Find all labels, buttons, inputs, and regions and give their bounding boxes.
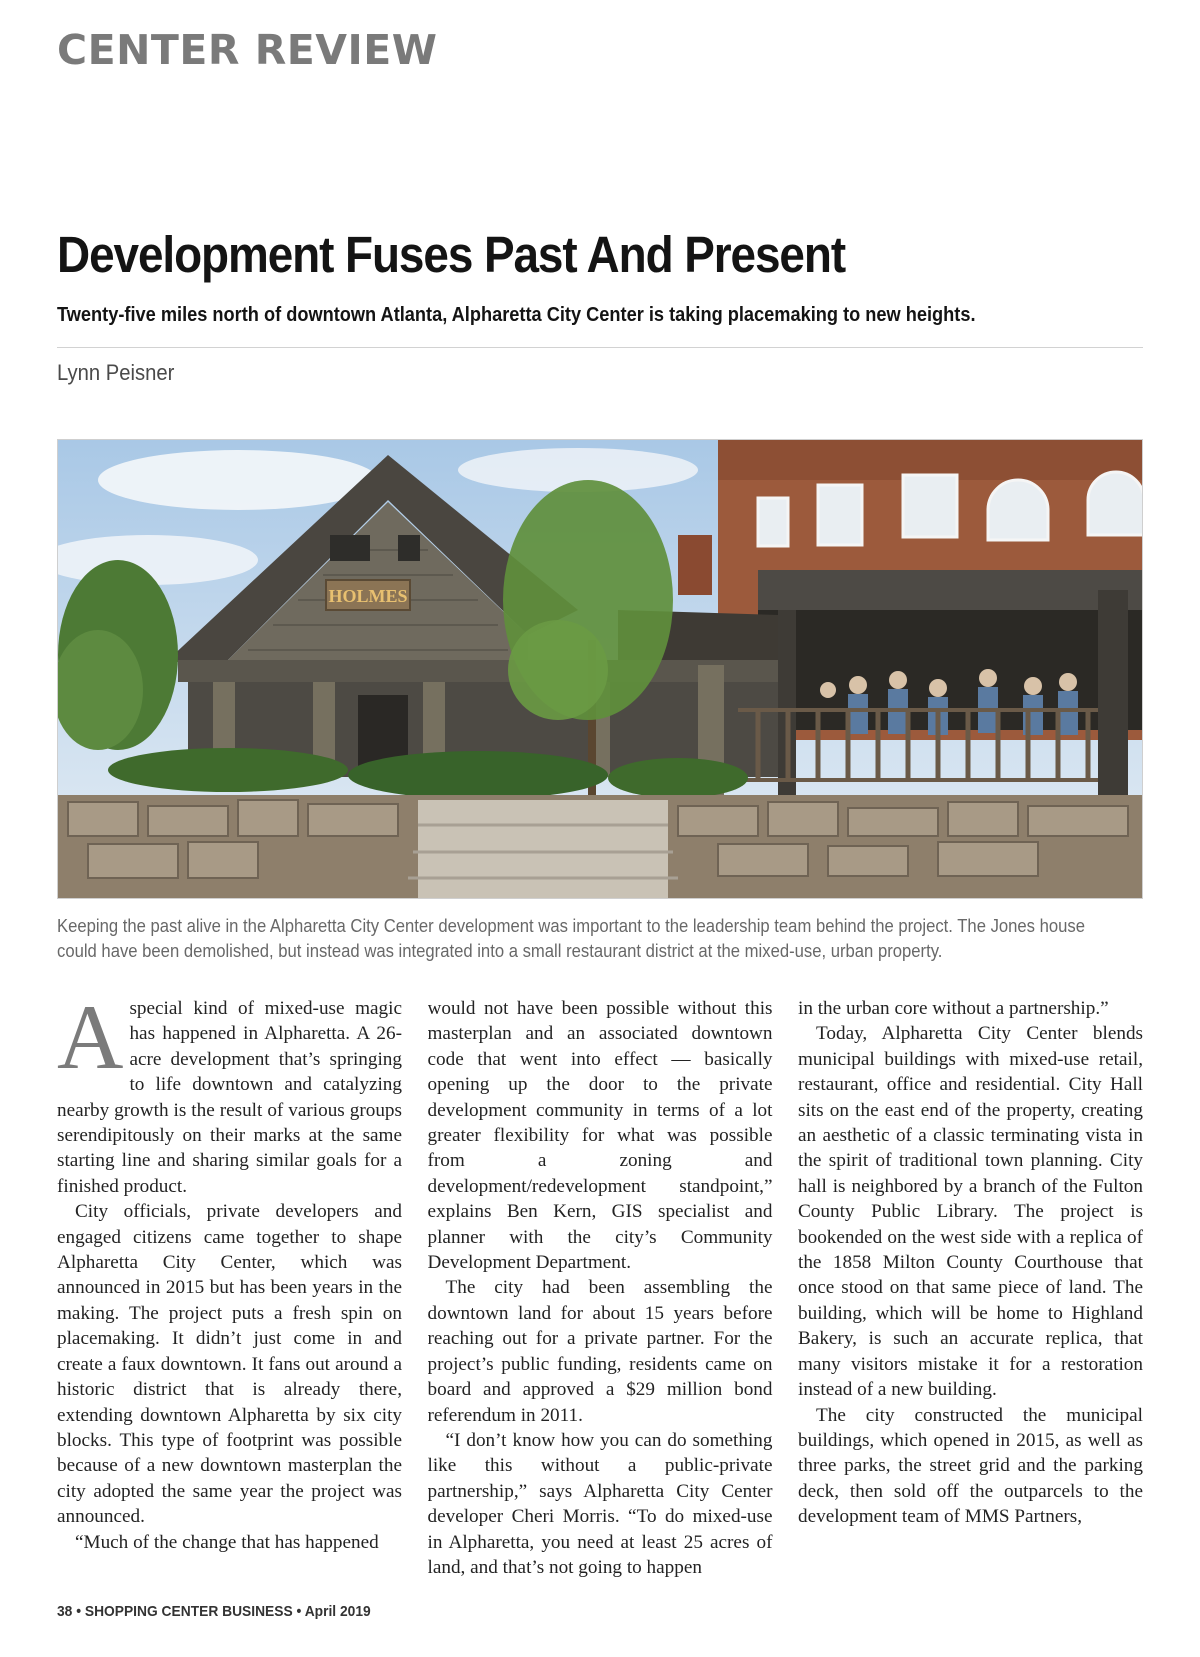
section-label: CENTER REVIEW <box>57 26 438 74</box>
article-column-3 <box>798 996 1143 1580</box>
paragraph: The city constructed the municipal buildings, which opened in 2015, as well as three parks, the street grid and the parking deck, then sold off the outparcels to the development team of MMS Partners, <box>798 1404 1143 1528</box>
paragraph: “I don’t know how you can do something like this without a public-private partnership,” says Alpharetta City Center developer Cheri Morris. “To do mixed-use in Alpharetta, you need at least 25 acres of land, and that’s not going to happen <box>427 1429 773 1578</box>
page-number: 38 <box>57 1603 73 1620</box>
article-subhead: Twenty-five miles north of downtown Atlanta, Alpharetta City Center is taking placemaking to new heights. <box>57 304 976 326</box>
photo-caption: Keeping the past alive in the Alpharetta City Center development was important to the leadership team behind the project. The Jones house could have been demolished, but instead was integrated into a small restaurant district at the mixed-use, urban property. <box>57 916 1086 961</box>
photo-sign-text: HOLMES <box>328 586 408 606</box>
paragraph: special kind of mixed-use magic has happened in Alpharetta. A 26-acre development that’s springing to life downtown and catalyzing nearby growth is the result of various groups serendipitously on their marks at the same starting line and sharing similar goals for a finished product. <box>57 998 402 1197</box>
paragraph: City officials, private developers and engaged citizens came together to shape Alpharetta City Center, which was announced in 2015 but has been years in the making. The project puts a fresh spin on placemaking. It didn’t just come in and create a faux downtown. It fans out around a historic district that is already there, extending downtown Alpharetta by six city blocks. This type of footprint was possible because of a new downtown masterplan the city adopted the same year the project was announced. <box>57 1201 402 1528</box>
divider-rule <box>57 347 1143 348</box>
paragraph: “Much of the change that has happened <box>75 1531 379 1553</box>
article-headline: Development Fuses Past And Present <box>57 226 846 283</box>
footer-separator: • <box>76 1603 82 1620</box>
article-photo <box>57 439 1143 899</box>
paragraph: The city had been assembling the downtown land for about 15 years before reaching out for a private partner. For the project’s public funding, residents came on board and approved a $29 million bond referendum in 2011. <box>427 1277 773 1426</box>
article-body <box>57 996 1143 1580</box>
article-column-2 <box>428 996 773 1580</box>
footer-separator: • <box>296 1603 302 1620</box>
author-byline: Lynn Peisner <box>57 360 175 385</box>
issue-date: April 2019 <box>304 1603 371 1620</box>
page-footer <box>57 1603 371 1620</box>
paragraph: Today, Alpharetta City Center blends municipal buildings with mixed-use retail, restaurant, office and residential. City Hall sits on the east end of the property, creating an aesthetic of a classic terminating vista in the spirit of traditional town planning. City hall is neighbored by a branch of the Fulton County Public Library. The project is bookended on the west side with a replica of the 1858 Milton County Courthouse that once stood on that same piece of land. The building, which will be home to Highland Bakery, is such an accurate replica, that many visitors mistake it for a restoration instead of a new building. <box>798 1023 1143 1401</box>
article-column-1 <box>57 996 402 1580</box>
drop-cap: A <box>57 996 124 1088</box>
restaurant-district-illustration <box>58 440 1143 899</box>
publication-name: SHOPPING CENTER BUSINESS <box>84 1603 293 1620</box>
paragraph: in the urban core without a partnership.” <box>798 998 1109 1019</box>
paragraph: would not have been possible without this masterplan and an associated downtown code that went into effect — basically opening up the door to the private development community in terms of a lot greater flexibility for what was possible from a zoning and development/redevelopment standpoint,” explains Ben Kern, GIS specialist and planner with the city’s Community Development Department. <box>427 998 773 1274</box>
